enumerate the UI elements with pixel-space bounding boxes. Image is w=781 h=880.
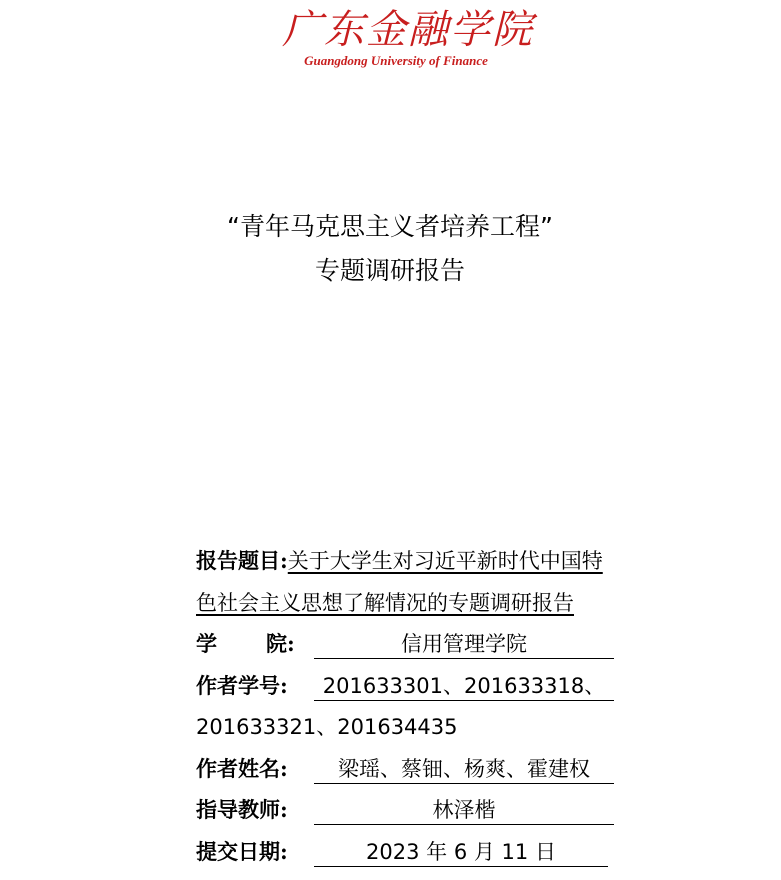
college-row xyxy=(196,627,614,661)
date-value: 2023 年 6 月 11 日 xyxy=(314,835,608,867)
author-value: 梁瑶、蔡钿、杨爽、霍建权 xyxy=(314,752,614,784)
university-logo-english: Guangdong University of Finance xyxy=(304,53,488,68)
date-label: 提交日期: xyxy=(196,839,288,864)
advisor-label: 指导教师: xyxy=(196,797,288,822)
topic-value-line1: 关于大学生对习近平新时代中国特 xyxy=(287,549,603,573)
college-label-char2: 院: xyxy=(266,631,295,656)
topic-value-line2: 色社会主义思想了解情况的专题调研报告 xyxy=(196,591,574,615)
student-id-label: 作者学号: xyxy=(196,673,288,698)
student-id-row-continued xyxy=(196,710,458,744)
student-id-value-line1: 201633301、201633318、 xyxy=(314,669,614,701)
topic-row-continued xyxy=(196,586,574,620)
student-id-row xyxy=(196,669,614,703)
report-title-line2: 专题调研报告 xyxy=(314,256,465,285)
topic-row xyxy=(196,544,603,578)
report-title-line1: “青年马克思主义者培养工程” xyxy=(227,212,553,241)
topic-label: 报告题目: xyxy=(196,548,288,573)
college-label xyxy=(196,627,314,661)
author-row xyxy=(196,752,614,786)
advisor-row xyxy=(196,793,614,827)
author-label: 作者姓名: xyxy=(196,756,288,781)
college-value: 信用管理学院 xyxy=(314,627,614,659)
university-logo-name: 广东金融学院 xyxy=(282,7,534,53)
college-label-char1: 学 xyxy=(196,631,217,656)
date-row xyxy=(196,835,608,869)
advisor-value: 林泽楷 xyxy=(314,793,614,825)
student-id-value-line2: 201633321、201634435 xyxy=(196,715,458,739)
